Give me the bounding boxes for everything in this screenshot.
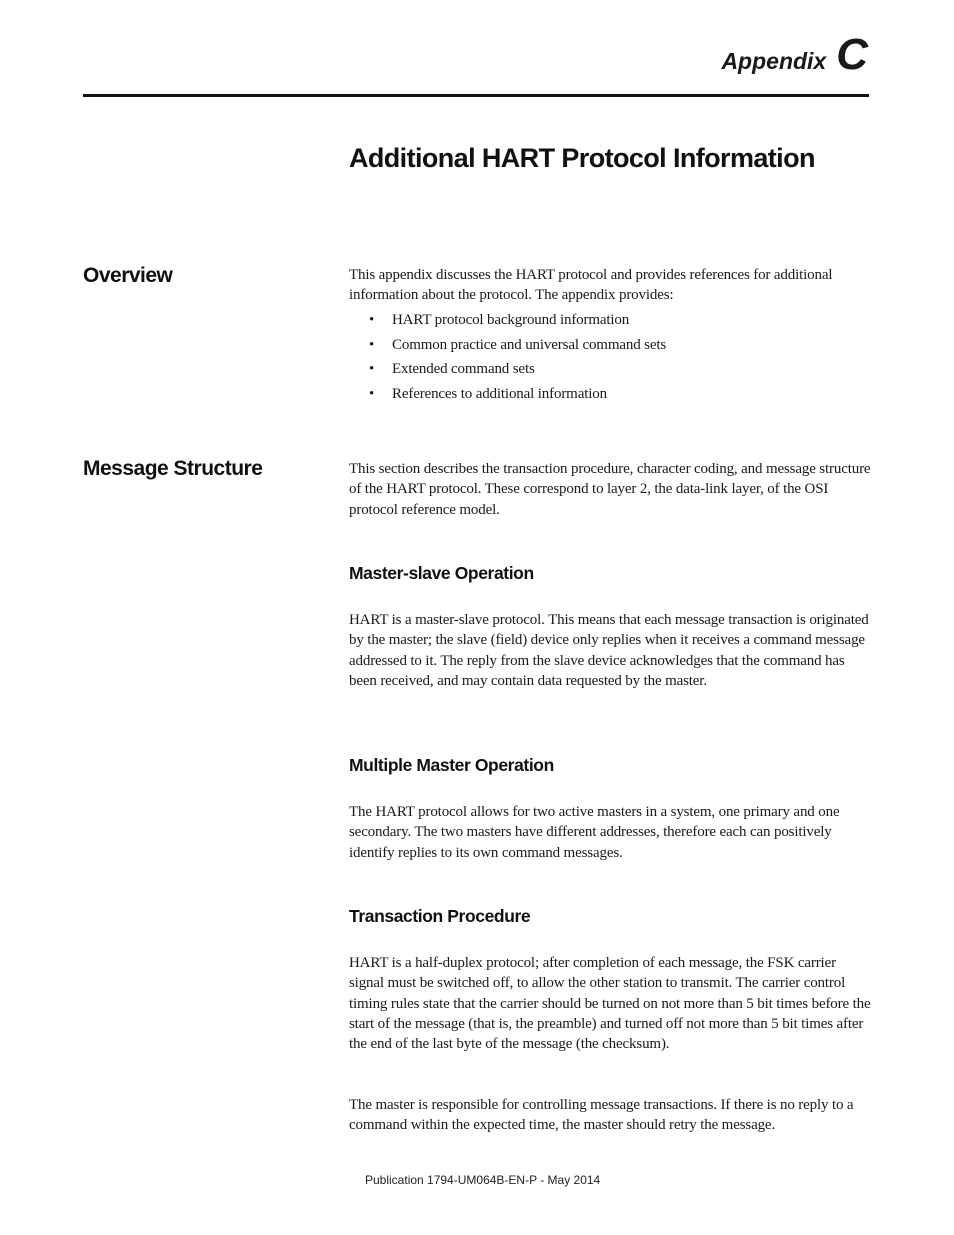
multiple-master-heading: Multiple Master Operation [349,755,554,775]
bullet-icon: • [369,361,375,377]
message-structure-intro: This section describes the transaction procedure, character coding, and message structure of the HART protocol. These correspond to layer 2, the data-link layer, of the OSI protocol reference model. [349,461,871,518]
transaction-procedure-heading: Transaction Procedure [349,906,531,926]
appendix-label: Appendix [721,48,827,74]
list-item-text: Extended command sets [392,361,535,377]
transaction-procedure-body-1: HART is a half-duplex protocol; after completion of each message, the FSK carrier signal must be switched off, to allow the other station to transmit. The carrier control timing rules state that the carrier should be turned on not more than 5 bit times before the start of the message (that is, the preamble) and turned off not more than 5 bit times after the end of the last byte of the message (the checksum). [349,955,871,1053]
list-item [369,335,666,360]
appendix-letter: C [836,30,868,79]
appendix-header [721,30,868,80]
bullet-icon: • [369,385,375,402]
list-item-text: References to additional information [392,385,607,402]
master-slave-heading: Master-slave Operation [349,563,534,583]
master-slave-body: HART is a master-slave protocol. This means that each message transaction is originated by the master; the slave (field) device only replies when it receives a command message addressed to it. The reply from the slave device acknowledges that the command has been received, and may contain data requested by the master. [349,612,869,689]
overview-bullet-list [369,310,666,408]
list-item-text: HART protocol background information [392,312,630,328]
list-item [369,310,666,335]
list-item-text: Common practice and universal command sets [392,336,667,353]
bullet-icon: • [369,336,375,353]
overview-heading: Overview [83,264,173,287]
list-item [369,359,666,384]
message-structure-heading: Message Structure [83,457,263,480]
overview-intro: This appendix discusses the HART protocol and provides references for additional information about the protocol. The appendix provides: [349,267,833,304]
header-rule [83,94,869,97]
page-title: Additional HART Protocol Information [349,143,815,173]
list-item [369,384,666,409]
transaction-procedure-body-2: The master is responsible for controlling message transactions. If there is no reply to a command within the expected time, the master should retry the message. [349,1097,854,1134]
bullet-icon: • [369,312,375,328]
publication-footer: Publication 1794-UM064B-EN-P - May 2014 [365,1173,601,1187]
multiple-master-body: The HART protocol allows for two active masters in a system, one primary and one secondary. The two masters have different addresses, therefore each can positively identify replies to its own command messages. [349,804,840,861]
